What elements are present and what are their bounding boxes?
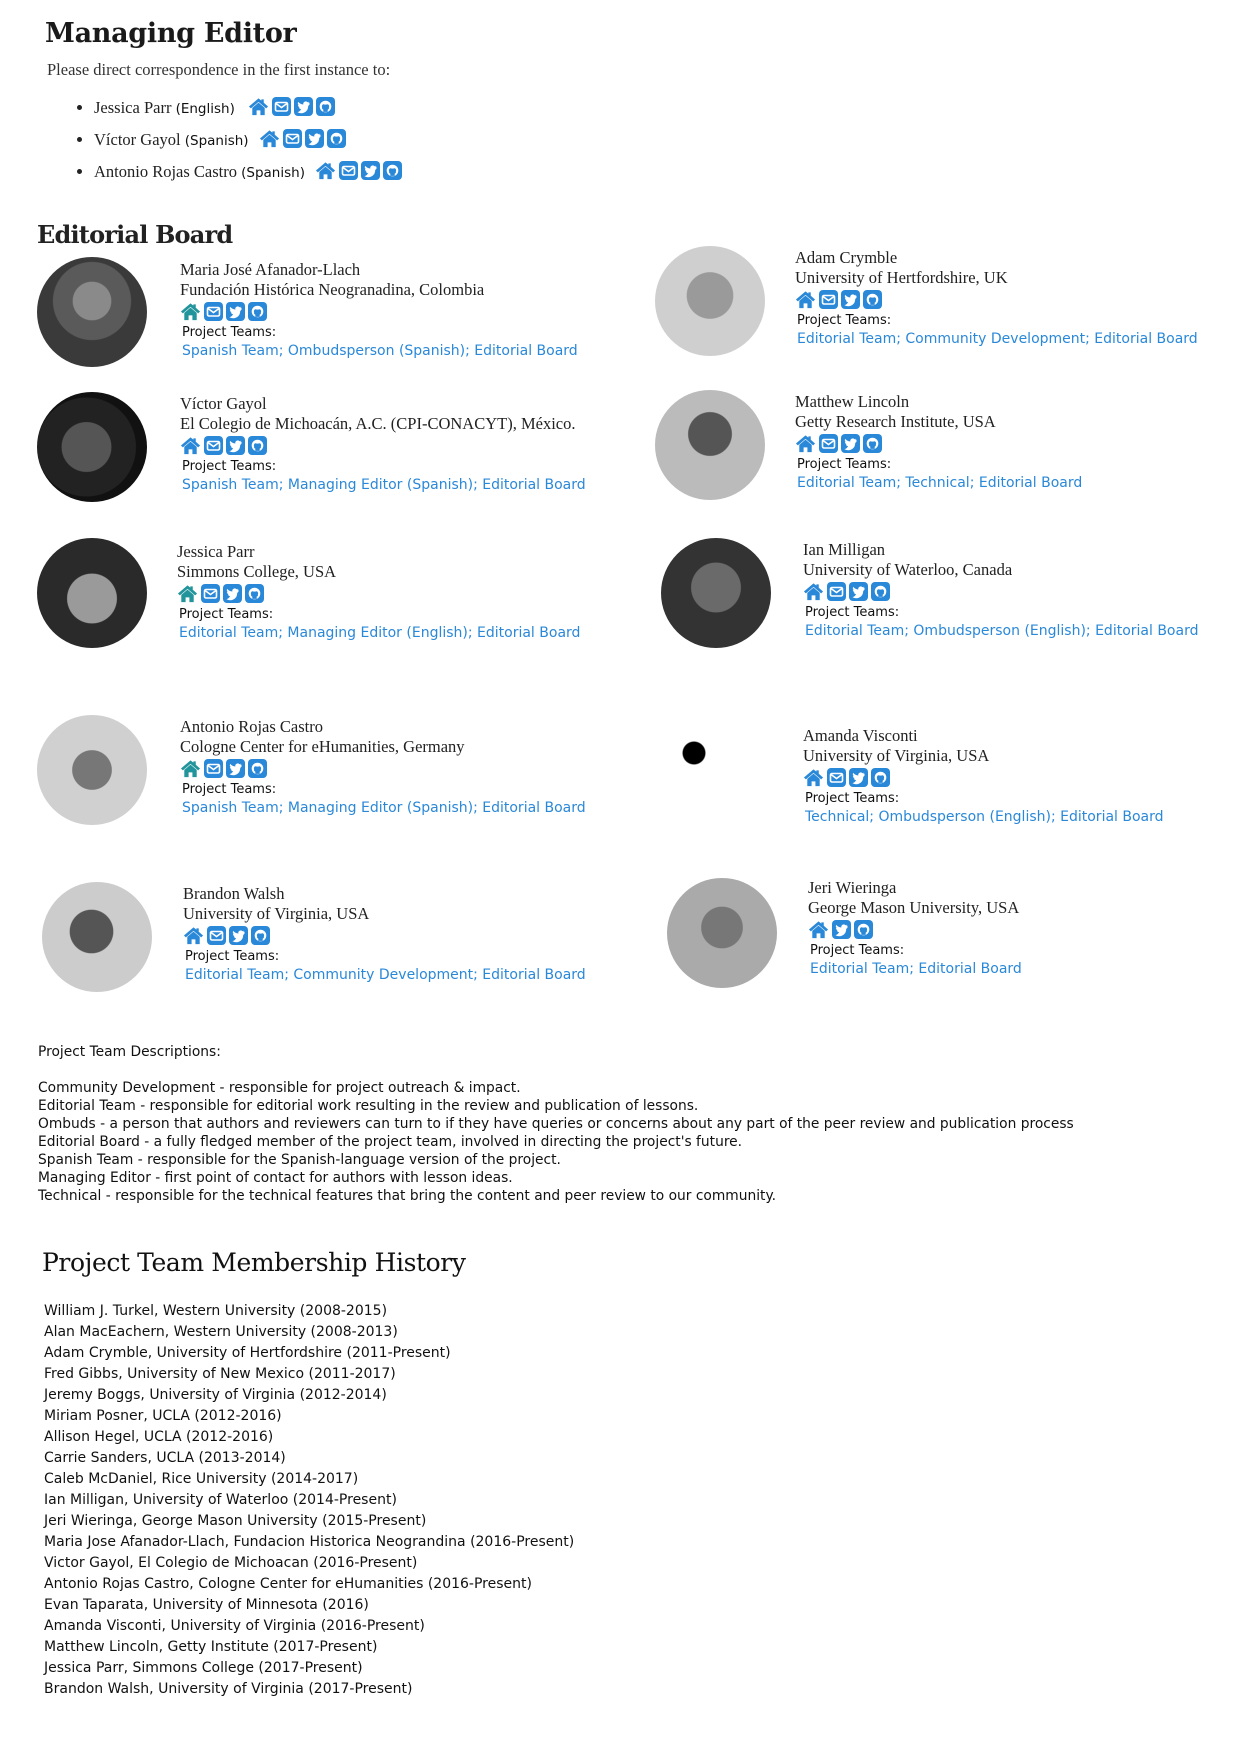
project-teams-label: Project Teams: (797, 313, 892, 328)
membership-history-list (44, 1301, 574, 1700)
home-icon[interactable] (803, 768, 824, 787)
history-entry: Alan MacEachern, Western University (2008-2013) (44, 1324, 398, 1340)
home-icon[interactable] (315, 161, 336, 180)
email-icon[interactable] (283, 129, 302, 148)
member-affiliation: El Colegio de Michoacán, A.C. (CPI-CONACYT), México. (180, 414, 576, 433)
avatar (661, 720, 771, 830)
member-name: Brandon Walsh (183, 884, 285, 903)
twitter-icon[interactable] (849, 768, 868, 787)
description-item: Ombuds - a person that authors and reviewers can turn to if they have queries or concerns about any part of the peer review and publication process (38, 1116, 1074, 1132)
github-icon[interactable] (316, 97, 335, 116)
membership-history-title: Project Team Membership History (42, 1248, 466, 1277)
email-icon[interactable] (204, 759, 223, 778)
member-name: Víctor Gayol (180, 394, 267, 413)
history-entry: Carrie Sanders, UCLA (2013-2014) (44, 1450, 286, 1466)
history-entry: Jeremy Boggs, University of Virginia (2012-2014) (44, 1387, 387, 1403)
history-entry: Ian Milligan, University of Waterloo (2014-Present) (44, 1492, 397, 1508)
project-teams-value[interactable]: Editorial Team; Ombudsperson (English); Editorial Board (805, 623, 1199, 639)
github-icon[interactable] (248, 759, 267, 778)
history-entry: Miriam Posner, UCLA (2012-2016) (44, 1408, 282, 1424)
member-links (795, 290, 882, 309)
email-icon[interactable] (272, 97, 291, 116)
avatar (655, 246, 765, 356)
github-icon[interactable] (871, 582, 890, 601)
project-teams-label: Project Teams: (179, 607, 274, 622)
github-icon[interactable] (251, 926, 270, 945)
description-item: Spanish Team - responsible for the Spanish-language version of the project. (38, 1152, 561, 1168)
contact-item (94, 156, 402, 188)
member-name: Antonio Rojas Castro (180, 717, 323, 736)
history-entry: Caleb McDaniel, Rice University (2014-2017) (44, 1471, 359, 1487)
email-icon[interactable] (827, 768, 846, 787)
email-icon[interactable] (204, 302, 223, 321)
member-name: Jessica Parr (177, 542, 255, 561)
member-links (795, 434, 882, 453)
twitter-icon[interactable] (841, 434, 860, 453)
avatar (37, 715, 147, 825)
team-descriptions-heading: Project Team Descriptions: (38, 1044, 221, 1060)
member-affiliation: University of Virginia, USA (183, 904, 370, 923)
member-affiliation: Fundación Histórica Neogranadina, Colombia (180, 280, 485, 299)
github-icon[interactable] (248, 436, 267, 455)
email-icon[interactable] (827, 582, 846, 601)
history-entry: Evan Taparata, University of Minnesota (2016) (44, 1597, 369, 1613)
member-links (803, 582, 890, 601)
home-icon[interactable] (259, 129, 280, 148)
avatar (42, 882, 152, 992)
avatar (37, 257, 147, 367)
home-icon[interactable] (180, 436, 201, 455)
description-item: Community Development - responsible for project outreach & impact. (38, 1080, 521, 1096)
description-item: Managing Editor - first point of contact for authors with lesson ideas. (38, 1170, 513, 1186)
contact-language: (Spanish) (184, 133, 249, 149)
member-links (180, 302, 267, 321)
github-icon[interactable] (863, 290, 882, 309)
twitter-icon[interactable] (226, 302, 245, 321)
avatar (661, 538, 771, 648)
history-entry: Amanda Visconti, University of Virginia (2016-Present) (44, 1618, 425, 1634)
email-icon[interactable] (819, 290, 838, 309)
contact-language: (Spanish) (241, 165, 305, 181)
member-name: Adam Crymble (795, 248, 898, 267)
member-links (180, 436, 267, 455)
project-teams-value[interactable]: Technical; Ombudsperson (English); Editorial Board (805, 809, 1164, 825)
team-descriptions (38, 1043, 1074, 1205)
contact-language: (English) (175, 101, 235, 117)
member-name: Jeri Wieringa (808, 878, 897, 897)
home-icon[interactable] (177, 584, 198, 603)
email-icon[interactable] (204, 436, 223, 455)
project-teams-value[interactable]: Editorial Team; Editorial Board (810, 961, 1022, 977)
description-item: Editorial Board - a fully fledged member of the project team, involved in directing the project's future. (38, 1134, 743, 1150)
member-name: Matthew Lincoln (795, 392, 910, 411)
project-teams-label: Project Teams: (810, 943, 905, 958)
project-teams-label: Project Teams: (805, 791, 900, 806)
twitter-icon[interactable] (226, 759, 245, 778)
home-icon[interactable] (795, 434, 816, 453)
twitter-icon[interactable] (226, 436, 245, 455)
project-teams-value[interactable]: Editorial Team; Community Development; Editorial Board (797, 331, 1198, 347)
contact-name: Jessica Parr (94, 98, 172, 117)
project-teams-value[interactable]: Editorial Team; Technical; Editorial Board (797, 475, 1083, 491)
github-icon[interactable] (327, 129, 346, 148)
project-teams-label: Project Teams: (797, 457, 892, 472)
github-icon[interactable] (871, 768, 890, 787)
github-icon[interactable] (854, 920, 873, 939)
member-links (803, 768, 890, 787)
project-teams-value[interactable]: Spanish Team; Managing Editor (Spanish); Editorial Board (182, 800, 586, 816)
twitter-icon[interactable] (841, 290, 860, 309)
github-icon[interactable] (383, 161, 402, 180)
twitter-icon[interactable] (305, 129, 324, 148)
twitter-icon[interactable] (294, 97, 313, 116)
managing-editor-list (72, 92, 402, 188)
email-icon[interactable] (207, 926, 226, 945)
home-icon[interactable] (803, 582, 824, 601)
history-entry: Maria Jose Afanador-Llach, Fundacion Historica Neograndina (2016-Present) (44, 1534, 575, 1550)
project-teams-label: Project Teams: (182, 325, 277, 340)
member-links (808, 920, 873, 939)
history-entry: Adam Crymble, University of Hertfordshire (2011-Present) (44, 1345, 451, 1361)
history-entry: Antonio Rojas Castro, Cologne Center for eHumanities (2016-Present) (44, 1576, 532, 1592)
member-affiliation: Simmons College, USA (177, 562, 337, 581)
member-affiliation: Getty Research Institute, USA (795, 412, 996, 431)
contact-item (94, 124, 402, 156)
home-icon[interactable] (795, 290, 816, 309)
twitter-icon[interactable] (849, 582, 868, 601)
member-name: Maria José Afanador-Llach (180, 260, 361, 279)
home-icon[interactable] (180, 759, 201, 778)
managing-editor-title: Managing Editor (45, 18, 297, 49)
email-icon[interactable] (339, 161, 358, 180)
contact-item (94, 92, 402, 124)
avatar (37, 392, 147, 502)
member-name: Amanda Visconti (803, 726, 918, 745)
member-name: Ian Milligan (803, 540, 886, 559)
email-icon[interactable] (819, 434, 838, 453)
contact-name: Víctor Gayol (94, 130, 181, 149)
home-icon[interactable] (248, 97, 269, 116)
avatar (655, 390, 765, 500)
home-icon[interactable] (180, 302, 201, 321)
description-item: Technical - responsible for the technical features that bring the content and peer review to our community. (38, 1188, 777, 1204)
avatar (37, 538, 147, 648)
member-affiliation: Cologne Center for eHumanities, Germany (180, 737, 465, 756)
project-teams-label: Project Teams: (805, 605, 900, 620)
history-entry: Jeri Wieringa, George Mason University (2015-Present) (44, 1513, 427, 1529)
project-teams-value[interactable]: Editorial Team; Managing Editor (English); Editorial Board (179, 625, 581, 641)
github-icon[interactable] (863, 434, 882, 453)
twitter-icon[interactable] (361, 161, 380, 180)
history-entry: Jessica Parr, Simmons College (2017-Present) (44, 1660, 363, 1676)
contact-name: Antonio Rojas Castro (94, 162, 237, 181)
project-teams-value[interactable]: Spanish Team; Ombudsperson (Spanish); Editorial Board (182, 343, 578, 359)
editorial-board-title: Editorial Board (37, 220, 233, 249)
home-icon[interactable] (808, 920, 829, 939)
member-affiliation: George Mason University, USA (808, 898, 1020, 917)
history-entry: Fred Gibbs, University of New Mexico (2011-2017) (44, 1366, 396, 1382)
member-affiliation: University of Waterloo, Canada (803, 560, 1013, 579)
managing-editor-intro: Please direct correspondence in the first instance to: (47, 60, 391, 79)
email-icon[interactable] (201, 584, 220, 603)
twitter-icon[interactable] (832, 920, 851, 939)
project-teams-value[interactable]: Spanish Team; Managing Editor (Spanish); Editorial Board (182, 477, 586, 493)
history-entry: Matthew Lincoln, Getty Institute (2017-Present) (44, 1639, 378, 1655)
member-links (183, 926, 270, 945)
description-item: Editorial Team - responsible for editorial work resulting in the review and publication of lessons. (38, 1098, 699, 1114)
history-entry: Brandon Walsh, University of Virginia (2017-Present) (44, 1681, 413, 1697)
history-entry: William J. Turkel, Western University (2008-2015) (44, 1303, 388, 1319)
history-entry: Allison Hegel, UCLA (2012-2016) (44, 1429, 274, 1445)
project-teams-value[interactable]: Editorial Team; Community Development; Editorial Board (185, 967, 586, 983)
member-links (177, 584, 264, 603)
twitter-icon[interactable] (229, 926, 248, 945)
member-affiliation: University of Virginia, USA (803, 746, 990, 765)
project-teams-label: Project Teams: (182, 459, 277, 474)
avatar (667, 878, 777, 988)
twitter-icon[interactable] (223, 584, 242, 603)
home-icon[interactable] (183, 926, 204, 945)
github-icon[interactable] (245, 584, 264, 603)
member-affiliation: University of Hertfordshire, UK (795, 268, 1008, 287)
github-icon[interactable] (248, 302, 267, 321)
project-teams-label: Project Teams: (182, 782, 277, 797)
member-links (180, 759, 267, 778)
history-entry: Victor Gayol, El Colegio de Michoacan (2016-Present) (44, 1555, 418, 1571)
project-teams-label: Project Teams: (185, 949, 280, 964)
